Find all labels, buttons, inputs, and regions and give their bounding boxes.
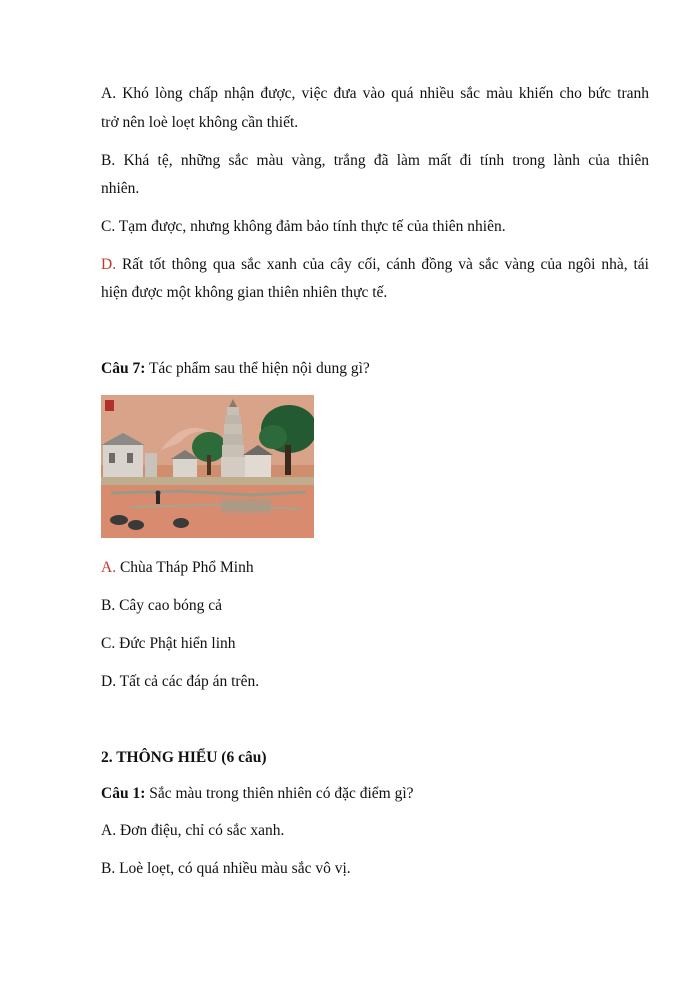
- q6-option-d-text: Rất tốt thông qua sắc xanh của cây cối, cánh đồng và sắc vàng của ngôi nhà, tái: [116, 256, 649, 273]
- s2-q1-label: Câu 1:: [101, 785, 146, 802]
- s2-q1-option-b: B. Loè loẹt, có quá nhiều màu sắc vô vị.: [101, 860, 351, 877]
- q6-option-b-line1: B. Khá tệ, những sắc màu vàng, trắng đã làm mất đi tính trong lành của thiên: [101, 152, 649, 169]
- q6-option-b-line2: nhiên.: [101, 180, 140, 197]
- s2-q1-option-a: A. Đơn điệu, chỉ có sắc xanh.: [101, 822, 285, 839]
- q6-option-d-line1: [101, 255, 649, 275]
- section-2-heading: 2. THÔNG HIỂU (6 câu): [101, 749, 267, 766]
- q7-option-a-text: Chùa Tháp Phổ Minh: [116, 559, 254, 576]
- q6-option-d-line2: hiện được một không gian thiên nhiên thực tế.: [101, 284, 388, 301]
- q7-option-a: [101, 558, 649, 578]
- q6-option-a-line2: trở nên loè loẹt không cần thiết.: [101, 114, 299, 131]
- q7-option-d: D. Tất cả các đáp án trên.: [101, 673, 260, 690]
- q7-text: Tác phẩm sau thể hiện nội dung gì?: [145, 360, 370, 377]
- q6-option-a-line1: A. Khó lòng chấp nhận được, việc đưa vào quá nhiều sắc màu khiến cho bức tranh: [101, 85, 649, 102]
- q7-option-b: B. Cây cao bóng cả: [101, 597, 222, 614]
- s2-q1-question: [101, 784, 649, 804]
- q7-option-c: C. Đức Phật hiển linh: [101, 635, 236, 652]
- q7-option-a-letter: A.: [101, 559, 117, 576]
- q7-question: [101, 359, 649, 379]
- q7-label: Câu 7:: [101, 360, 146, 377]
- s2-q1-text: Sắc màu trong thiên nhiên có đặc điểm gì?: [145, 785, 414, 802]
- pho-minh-pagoda-painting: [101, 395, 314, 538]
- q6-option-c: C. Tạm được, nhưng không đảm bảo tính thực tế của thiên nhiên.: [101, 218, 506, 235]
- q6-option-d-letter: D.: [101, 256, 117, 273]
